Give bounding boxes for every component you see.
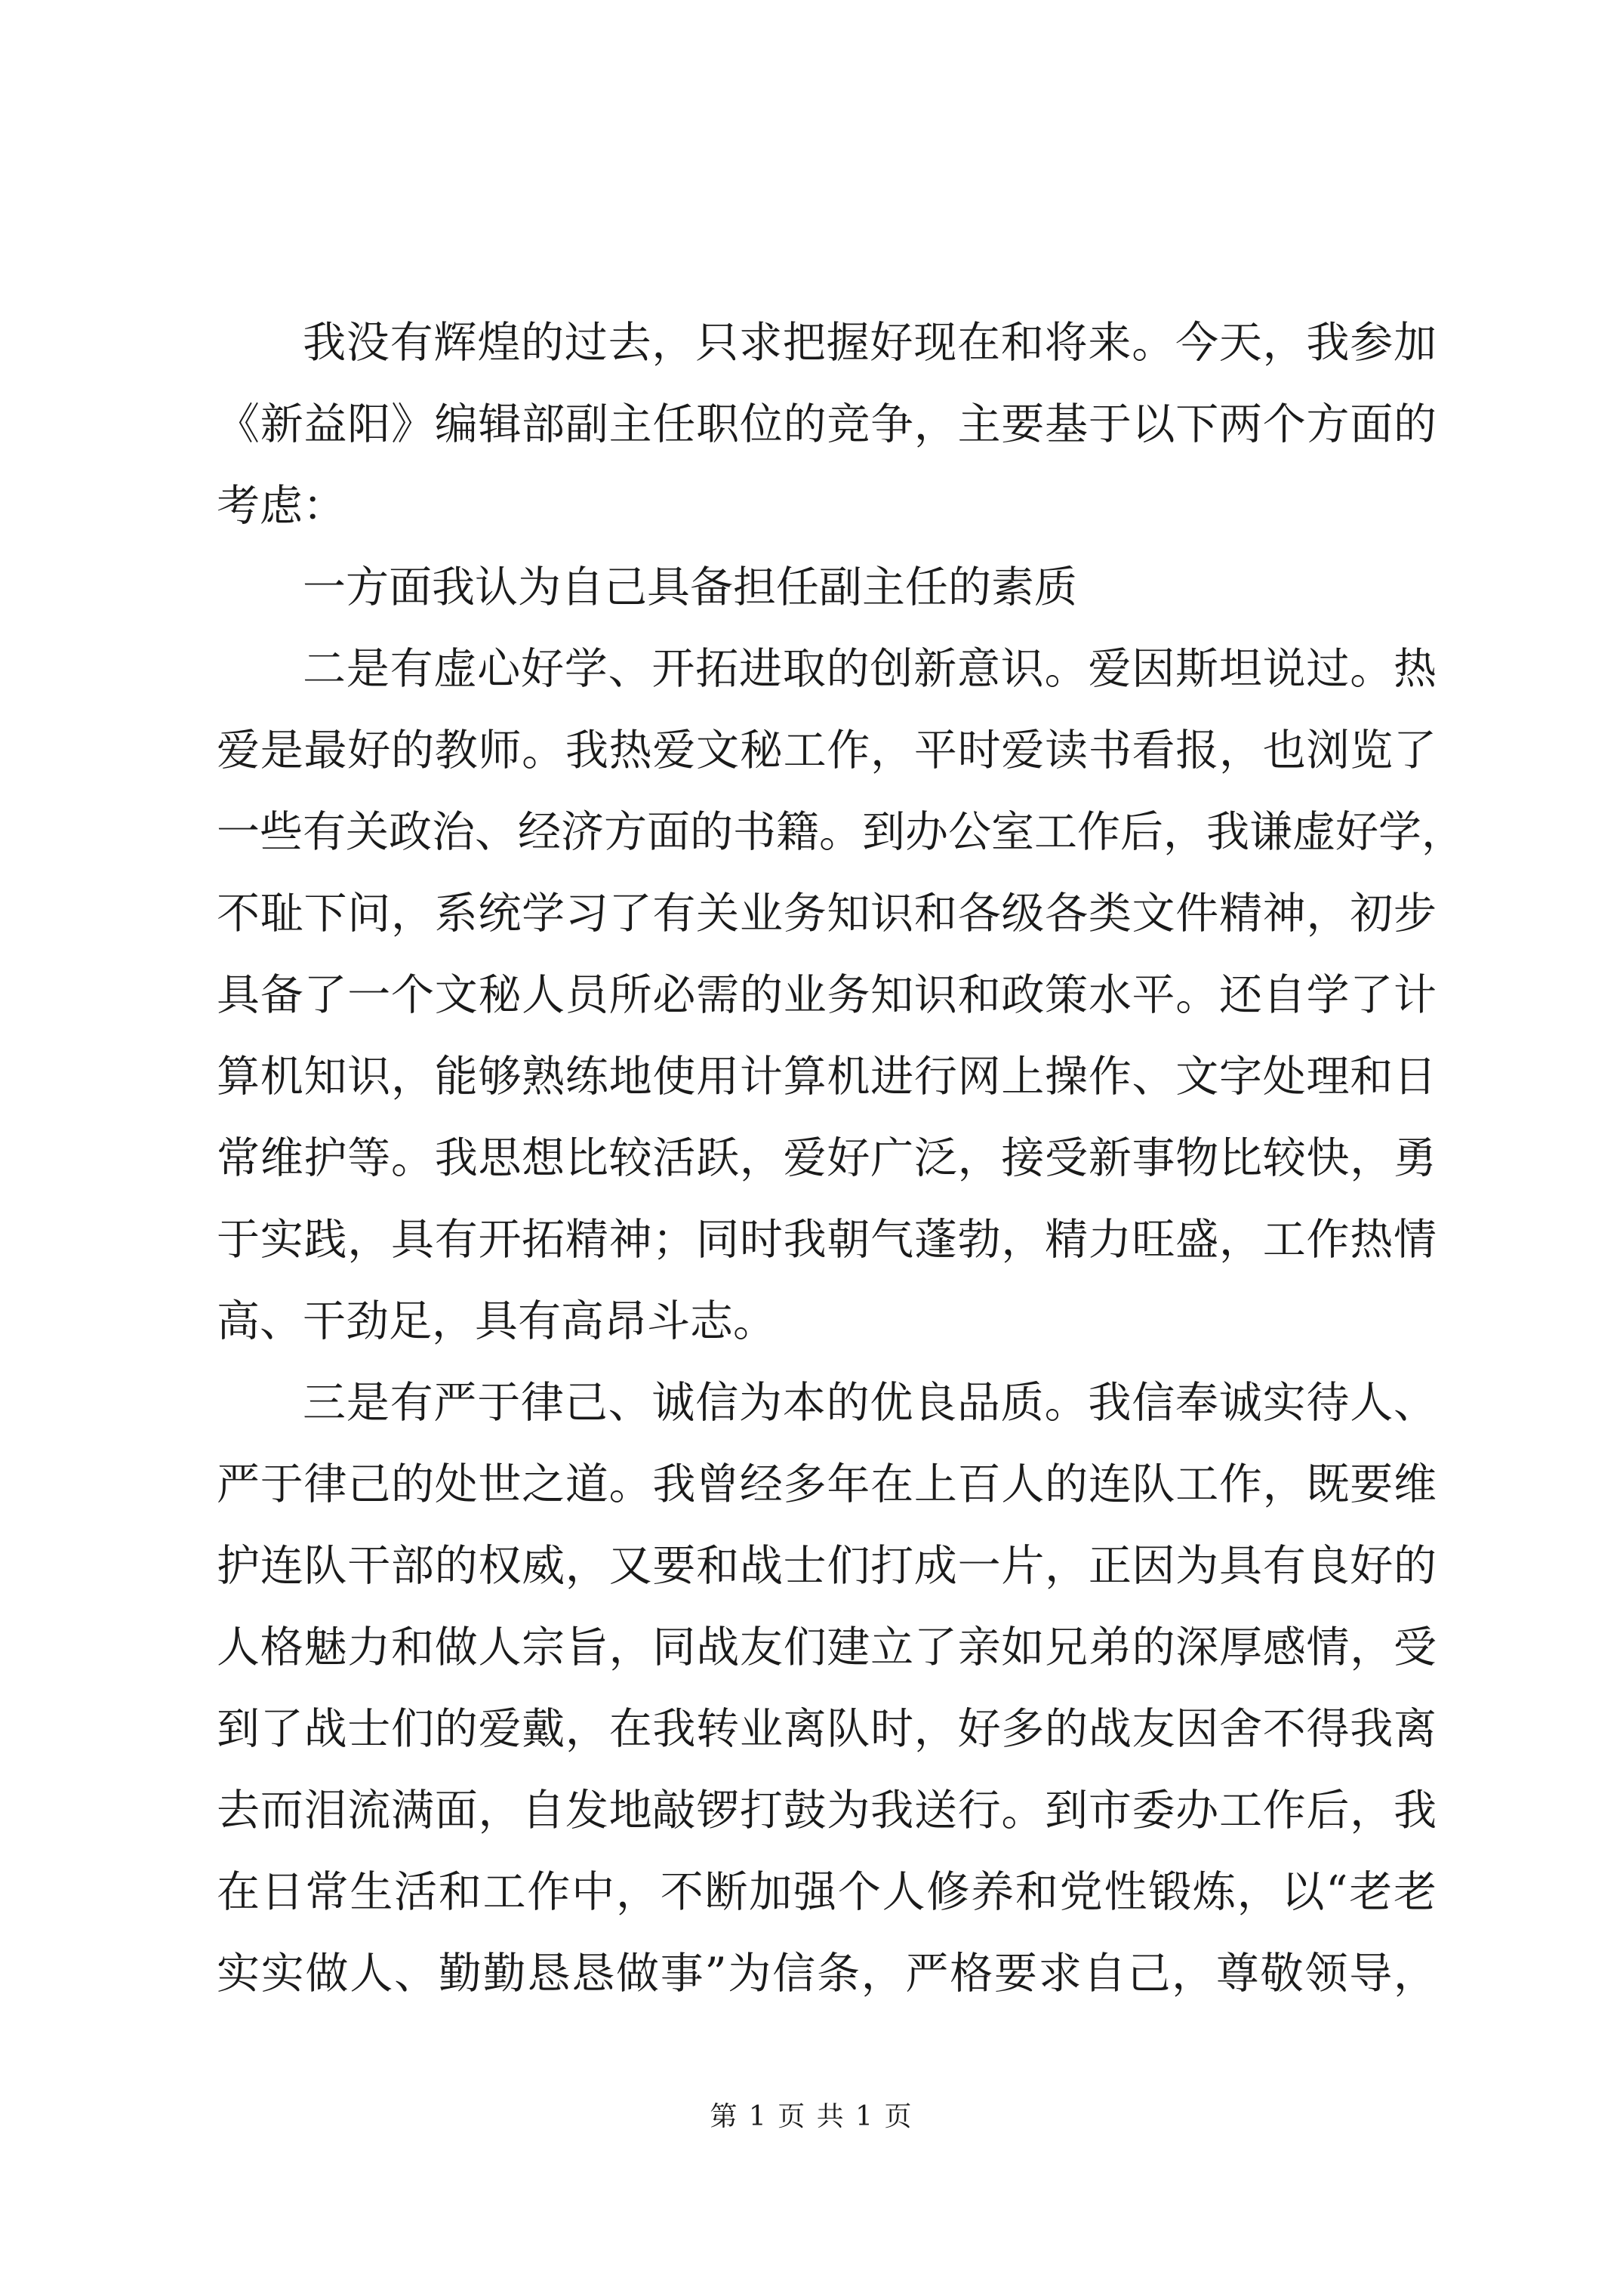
document-body (217, 302, 1464, 2014)
paragraph-4-line-1: 三是有严于律己、诚信为本的优良品质。我信奉诚实待人、 (303, 1378, 1437, 1428)
paragraph-4-line-6: 去而泪流满面，自发地敲锣打鼓为我送行。到市委办工作后，我 (217, 1786, 1437, 1835)
paragraph-2-line-1: 一方面我认为自己具备担任副主任的素质 (303, 562, 1077, 612)
paragraph-3-line-7: 常维护等。我思想比较活跃，爱好广泛，接受新事物比较快，勇 (217, 1133, 1437, 1183)
paragraph-4-line-4: 人格魅力和做人宗旨，同战友们建立了亲如兄弟的深厚感情，受 (217, 1623, 1437, 1672)
paragraph-3-line-3: 一些有关政治、经济方面的书籍。到办公室工作后，我谦虚好学， (217, 807, 1464, 857)
paragraph-4-line-3: 护连队干部的权威，又要和战士们打成一片，正因为具有良好的 (217, 1541, 1437, 1591)
paragraph-1-line-3: 考虑： (217, 481, 346, 531)
paragraph-3-line-2: 爱是最好的教师。我热爱文秘工作，平时爱读书看报，也浏览了 (217, 726, 1437, 775)
paragraph-1-line-2: 《新益阳》编辑部副主任职位的竞争，主要基于以下两个方面的 (217, 399, 1437, 449)
paragraph-4-line-5: 到了战士们的爱戴，在我转业离队时，好多的战友因舍不得我离 (217, 1704, 1437, 1754)
paragraph-3-line-9: 高、干劲足，具有高昂斗志。 (217, 1296, 776, 1346)
paragraph-3-line-1: 二是有虚心好学、开拓进取的创新意识。爱因斯坦说过。热 (303, 644, 1437, 694)
paragraph-3-line-8: 于实践，具有开拓精神；同时我朝气蓬勃，精力旺盛，工作热情 (217, 1215, 1437, 1265)
paragraph-4-line-7: 在日常生活和工作中，不断加强个人修养和党性锻炼，以“老老 (217, 1867, 1437, 1917)
paragraph-1-line-1: 我没有辉煌的过去，只求把握好现在和将来。今天，我参加 (303, 318, 1437, 368)
paragraph-3-line-4: 不耻下问，系统学习了有关业务知识和各级各类文件精神，初步 (217, 889, 1437, 938)
paragraph-4-line-8: 实实做人、勤勤恳恳做事”为信条，严格要求自己，尊敬领导， (217, 1949, 1437, 1999)
paragraph-4-line-2: 严于律己的处世之道。我曾经多年在上百人的连队工作，既要维 (217, 1459, 1437, 1509)
paragraph-3-line-5: 具备了一个文秘人员所必需的业务知识和政策水平。还自学了计 (217, 970, 1437, 1020)
paragraph-3-line-6: 算机知识，能够熟练地使用计算机进行网上操作、文字处理和日 (217, 1052, 1437, 1102)
page-footer: 第 1 页 共 1 页 (710, 2101, 913, 2132)
